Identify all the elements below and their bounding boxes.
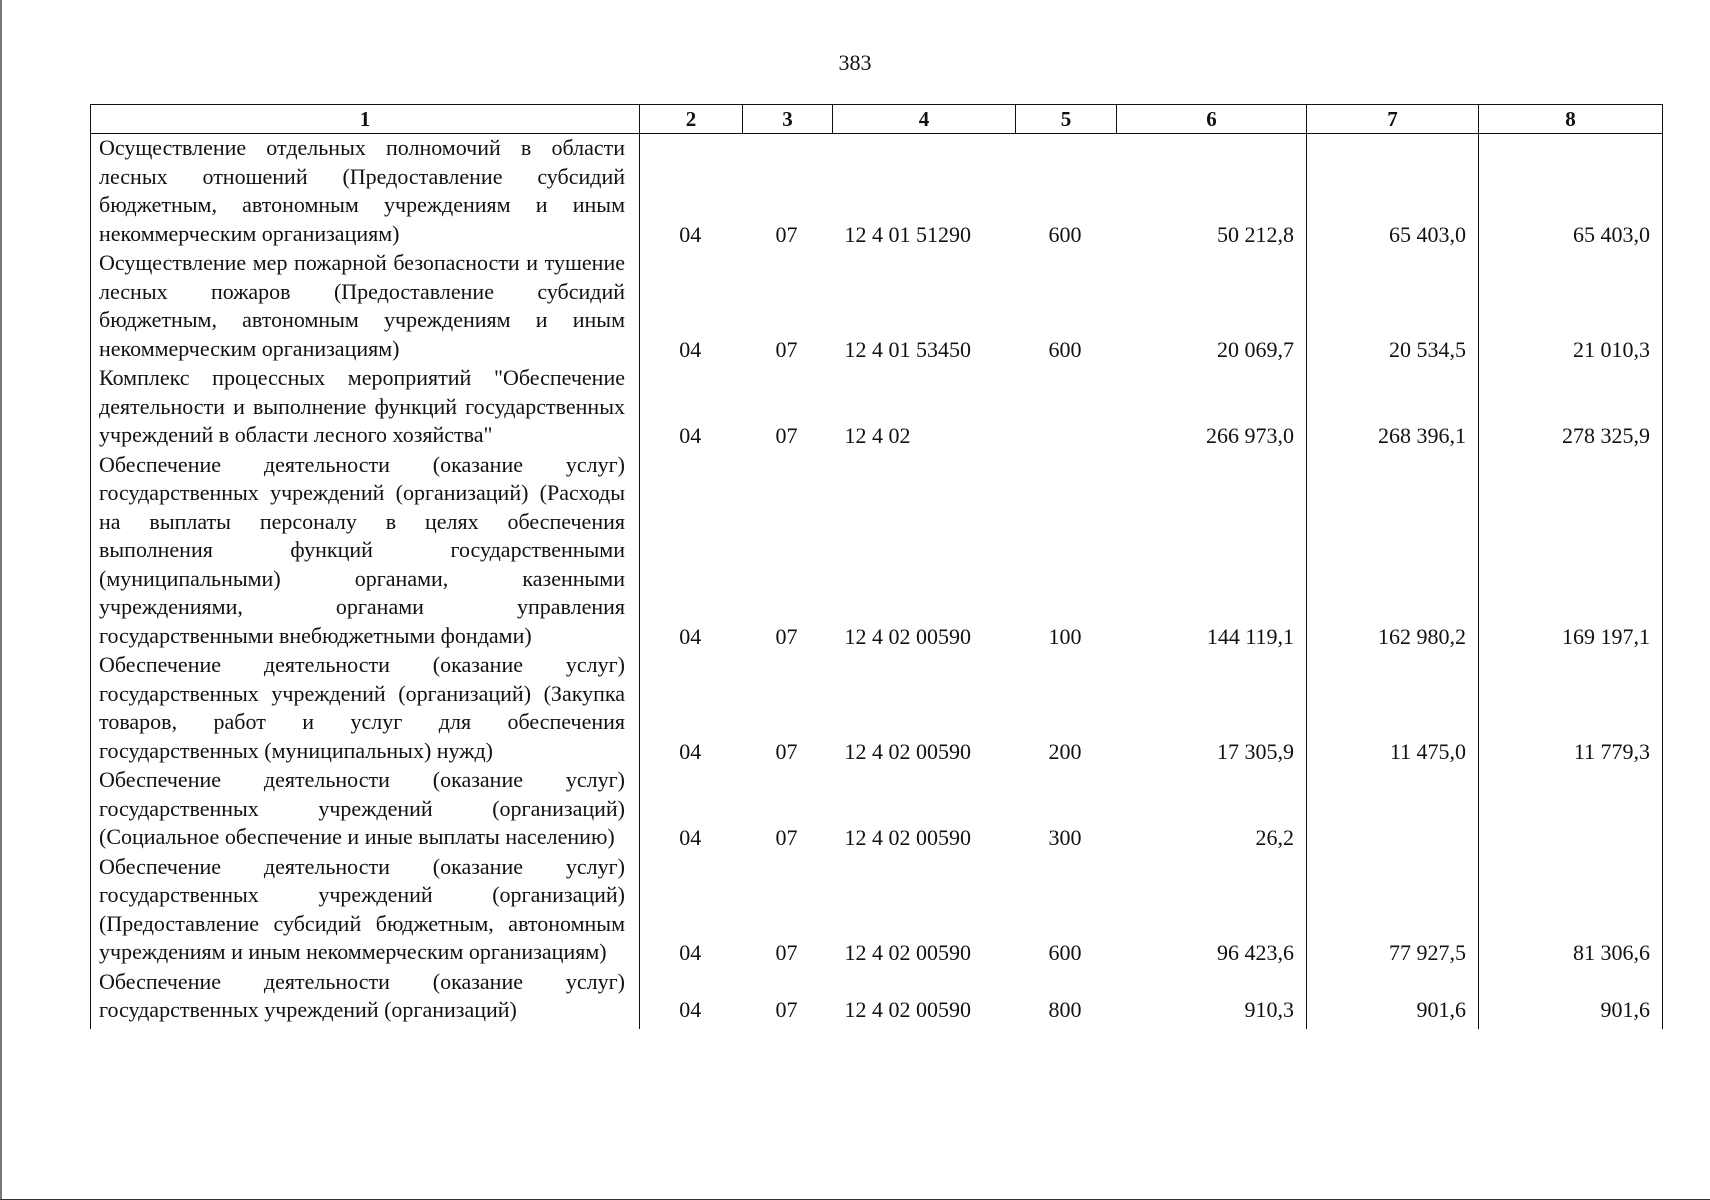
row-subsection: 07	[775, 423, 798, 448]
row-expense-type: 300	[1048, 825, 1082, 850]
header-col-2: 2	[640, 105, 743, 134]
table-row	[91, 134, 1663, 250]
row-expense-type: 600	[1048, 940, 1082, 965]
row-subsection: 07	[775, 623, 798, 649]
header-row	[91, 105, 1663, 134]
row-description: Осуществление мер пожарной безопасности и тушение лесных пожаров (Предоставление субсидий бюджетным, автономным учреждениям и иным некоммерческим организациям)	[91, 249, 640, 364]
row-section: 04	[679, 623, 702, 649]
row-target-code: 12 4 02 00590	[844, 738, 971, 764]
row-target-code: 12 4 02 00590	[844, 623, 971, 649]
row-amount-8: 278 325,9	[1479, 364, 1663, 451]
row-target-code: 12 4 02	[844, 423, 911, 448]
table-row	[91, 451, 1663, 652]
row-expense-type: 600	[1048, 221, 1082, 247]
table-row	[91, 968, 1663, 1029]
row-amount-6: 17 305,9	[1117, 651, 1307, 766]
row-amount-7: 901,6	[1307, 968, 1479, 1029]
row-section: 04	[679, 940, 702, 965]
row-description: Обеспечение деятельности (оказание услуг) государственных учреждений (организаций) (Закупка товаров, работ и услуг для обеспечения государственных (муниципальных) нужд)	[91, 651, 640, 766]
page-number: 383	[838, 50, 872, 75]
row-description: Комплекс процессных мероприятий "Обеспечение деятельности и выполнение функций государственных учреждений в области лесного хозяйства"	[91, 364, 640, 451]
row-amount-6: 96 423,6	[1117, 853, 1307, 968]
row-amount-8: 65 403,0	[1479, 134, 1663, 250]
scan-left-edge	[0, 0, 2, 1200]
row-subsection: 07	[775, 940, 798, 965]
row-amount-6: 50 212,8	[1117, 134, 1307, 250]
row-target-code: 12 4 01 53450	[844, 336, 971, 362]
header-col-5: 5	[1016, 105, 1117, 134]
row-target-code: 12 4 01 51290	[844, 221, 971, 247]
row-section: 04	[679, 423, 702, 448]
row-target-code: 12 4 02 00590	[844, 940, 971, 965]
row-section: 04	[679, 221, 702, 247]
row-subsection: 07	[775, 825, 798, 850]
table-row	[91, 853, 1663, 968]
row-amount-7: 77 927,5	[1307, 853, 1479, 968]
header-col-1: 1	[91, 105, 640, 134]
row-amount-6: 26,2	[1117, 766, 1307, 853]
row-amount-8: 11 779,3	[1479, 651, 1663, 766]
row-subsection: 07	[775, 997, 798, 1022]
row-amount-7: 11 475,0	[1307, 651, 1479, 766]
table-row	[91, 766, 1663, 853]
row-expense-type	[1016, 364, 1117, 451]
table-row	[91, 651, 1663, 766]
row-description: Обеспечение деятельности (оказание услуг) государственных учреждений (организаций) (Предоставление субсидий бюджетным, автономным учреждениям и иным некоммерческим организациям)	[91, 853, 640, 968]
row-description: Обеспечение деятельности (оказание услуг) государственных учреждений (организаций) (Расходы на выплаты персоналу в целях обеспечения выполнения функций государственными (муниципальными) органами, казенными учреждениями, органами управления государственными внебюджетными фондами)	[91, 451, 640, 652]
row-amount-6: 266 973,0	[1117, 364, 1307, 451]
row-amount-7: 268 396,1	[1307, 364, 1479, 451]
row-amount-8: 81 306,6	[1479, 853, 1663, 968]
row-amount-6: 20 069,7	[1117, 249, 1307, 364]
row-amount-8	[1479, 766, 1663, 853]
row-amount-8: 901,6	[1479, 968, 1663, 1029]
table-row	[91, 364, 1663, 451]
header-col-3: 3	[743, 105, 833, 134]
row-subsection: 07	[775, 738, 798, 764]
row-expense-type: 200	[1048, 738, 1082, 764]
row-section: 04	[679, 738, 702, 764]
row-subsection: 07	[775, 336, 798, 362]
row-amount-6: 910,3	[1117, 968, 1307, 1029]
row-expense-type: 100	[1048, 623, 1082, 649]
row-description: Обеспечение деятельности (оказание услуг) государственных учреждений (организаций) (Социальное обеспечение и иные выплаты населению)	[91, 766, 640, 853]
row-amount-7: 20 534,5	[1307, 249, 1479, 364]
row-subsection: 07	[775, 221, 798, 247]
row-amount-7: 162 980,2	[1307, 451, 1479, 652]
row-description: Осуществление отдельных полномочий в области лесных отношений (Предоставление субсидий бюджетным, автономным учреждениям и иным некоммерческим организациям)	[91, 134, 640, 250]
table-row	[91, 249, 1663, 364]
row-amount-7	[1307, 766, 1479, 853]
row-amount-7: 65 403,0	[1307, 134, 1479, 250]
row-section: 04	[679, 825, 702, 850]
row-target-code: 12 4 02 00590	[844, 997, 971, 1022]
budget-table	[90, 104, 1663, 1029]
row-description: Обеспечение деятельности (оказание услуг) государственных учреждений (организаций)	[91, 968, 640, 1029]
row-target-code: 12 4 02 00590	[844, 825, 971, 850]
header-col-4: 4	[833, 105, 1016, 134]
row-expense-type: 800	[1048, 997, 1082, 1022]
row-amount-8: 169 197,1	[1479, 451, 1663, 652]
row-amount-8: 21 010,3	[1479, 249, 1663, 364]
header-col-6: 6	[1117, 105, 1307, 134]
header-col-7: 7	[1307, 105, 1479, 134]
header-col-8: 8	[1479, 105, 1663, 134]
row-amount-6: 144 119,1	[1117, 451, 1307, 652]
row-section: 04	[679, 997, 702, 1022]
row-section: 04	[679, 336, 702, 362]
row-expense-type: 600	[1048, 336, 1082, 362]
